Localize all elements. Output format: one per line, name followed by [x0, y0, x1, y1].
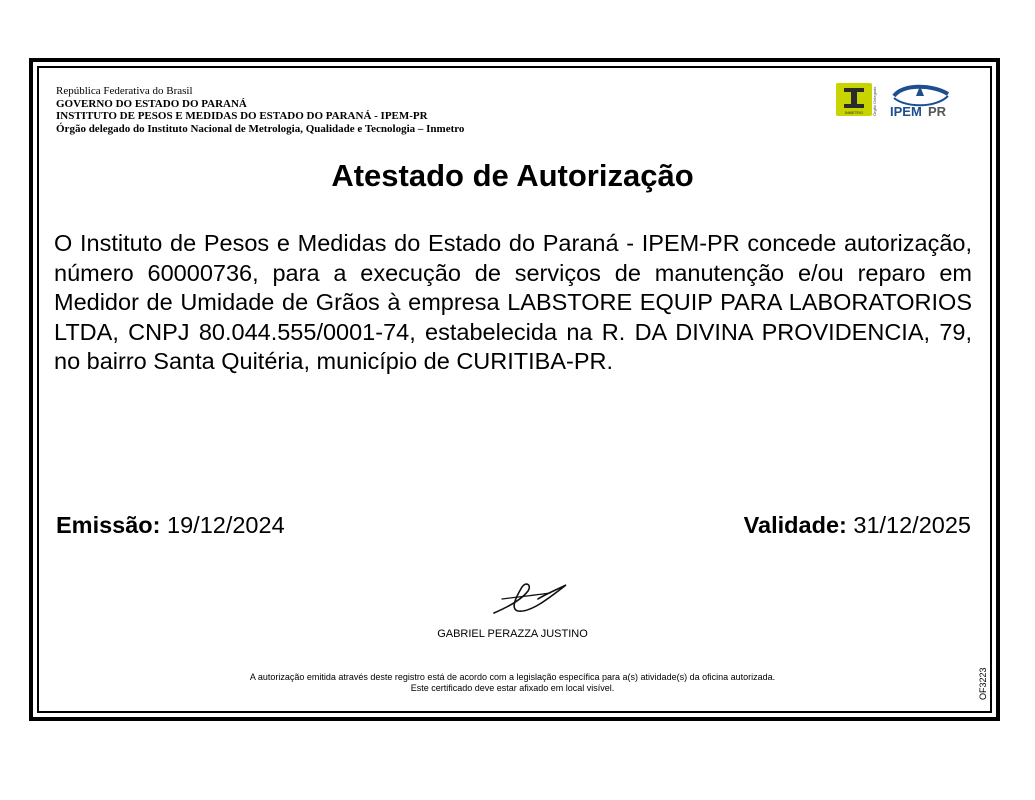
footer-display-notice: Este certificado deve estar afixado em local visível.	[410, 683, 615, 693]
document-title: Atestado de Autorização	[331, 158, 694, 193]
issue-date-label: Emissão:	[56, 512, 161, 538]
pr-logo-text: PR	[928, 104, 947, 119]
inmetro-logo-text: INMETRO	[844, 110, 864, 115]
validity-date	[744, 512, 971, 539]
institution-logos	[836, 82, 956, 120]
document-code: OF3223	[978, 667, 988, 700]
legal-footer	[0, 672, 1025, 694]
footer-legislation: A autorização emitida através deste registro está de acordo com a legislação específica para a(s) atividade(s) da oficina autorizada.	[249, 672, 776, 682]
validity-date-value: 31/12/2025	[853, 512, 971, 538]
header-government: GOVERNO DO ESTADO DO PARANÁ	[56, 97, 247, 110]
signer-name: GABRIEL PERAZZA JUSTINO	[437, 628, 588, 640]
ipem-pr-logo	[890, 86, 948, 119]
validity-date-label: Validade:	[743, 512, 847, 538]
issue-date-value: 19/12/2024	[167, 512, 285, 538]
header-republic: República Federativa do Brasil	[56, 85, 193, 97]
signature-image	[488, 577, 578, 619]
header-institute: INSTITUTO DE PESOS E MEDIDAS DO ESTADO DO PARANÁ - IPEM-PR	[56, 110, 428, 122]
authorization-text: O Instituto de Pesos e Medidas do Estado do Paraná - IPEM-PR concede autorização, número 60000736, para a execução de serviços de manutenção e/ou reparo em Medidor de Umidade de Grãos à empresa LABSTORE EQUIP PARA LABORATORIOS LTDA, CNPJ 80.044.555/0001-74, estabelecida na R. DA DIVINA PROVIDENCIA, 79, no bairro Santa Quitéria, município de CURITIBA-PR.	[54, 230, 972, 374]
delegado-label: Órgão Delegado	[872, 86, 877, 116]
inmetro-logo	[836, 83, 872, 116]
header-delegate: Órgão delegado do Instituto Nacional de Metrologia, Qualidade e Tecnologia – Inmetro	[56, 122, 465, 135]
document-header	[56, 85, 464, 135]
issue-date	[56, 512, 285, 539]
ipem-logo-text: IPEM	[890, 104, 922, 119]
